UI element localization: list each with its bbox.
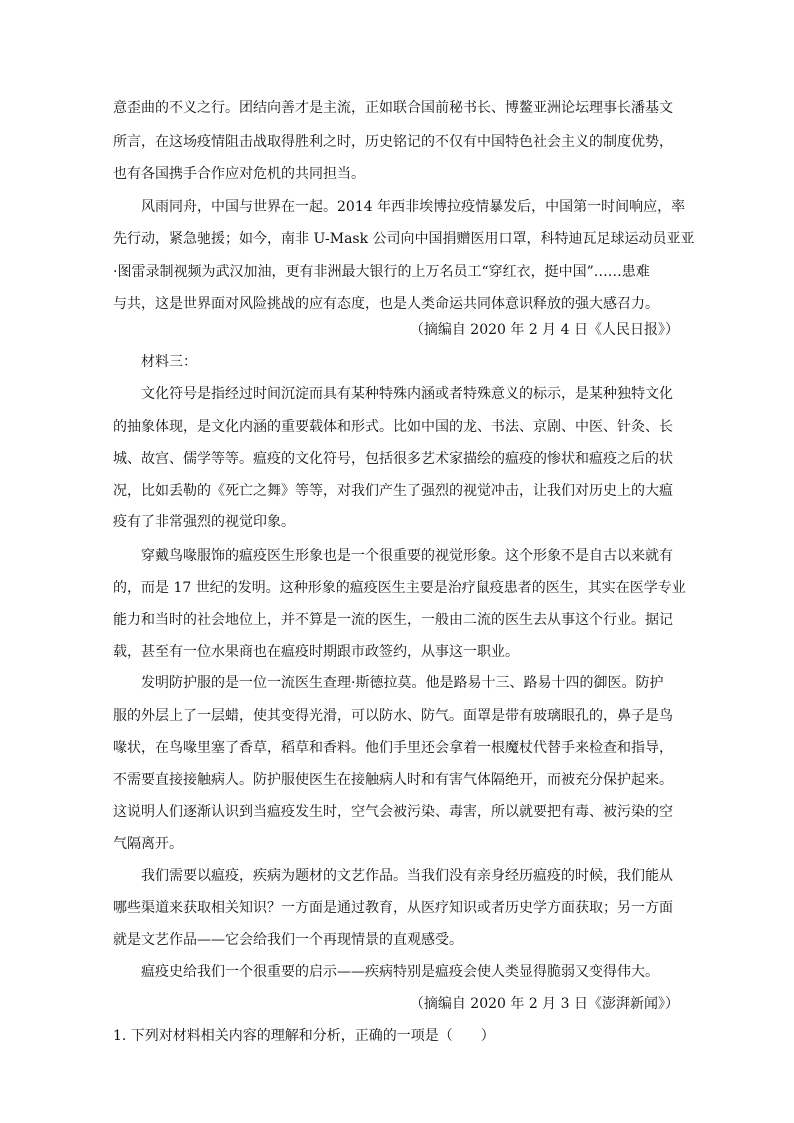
text-line: 意歪曲的不义之行。团结向善才是主流，正如联合国前秘书长、博鳌亚洲论坛理事长潘基文	[113, 100, 673, 116]
text-line: 疫有了非常强烈的视觉印象。	[113, 514, 295, 530]
text-line: 载，甚至有一位水果商也在瘟疫时期跟市政签约，从事这一职业。	[113, 644, 519, 660]
source-citation: （摘编自 2020 年 2 月 3 日《澎湃新闻》）	[409, 996, 679, 1012]
text-line: ·图雷录制视频为武汉加油，更有非洲最大银行的上万名员工“穿红衣，挺中国”……患难	[113, 264, 650, 280]
text-line: 发明防护服的是一位一流医生查理·斯德拉莫。他是路易十三、路易十四的御医。防护	[141, 675, 664, 691]
text-line: 不需要直接接触病人。防护服使医生在接触病人时和有害气体隔绝开，而被充分保护起来。	[113, 772, 673, 788]
text-line: 穿戴鸟喙服饰的瘟疫医生形象也是一个很重要的视觉形象。这个形象不是自古以来就有	[141, 548, 673, 564]
text-line: 这说明人们逐渐认识到当瘟疫发生时，空气会被污染、毒害，所以就要把有毒、被污染的空	[113, 804, 673, 820]
text-line: 瘟疫史给我们一个很重要的启示——疾病特别是瘟疫会使人类显得脆弱又变得伟大。	[141, 964, 659, 980]
text-line: 风雨同舟，中国与世界在一起。2014 年西非埃博拉疫情暴发后，中国第一时间响应，率	[141, 199, 686, 215]
text-line: 哪些渠道来获取相关知识？一方面是通过教育，从医疗知识或者历史学方面获取；另一方面	[113, 900, 673, 916]
text-line: 就是文艺作品——它会给我们一个再现情景的直观感受。	[113, 932, 463, 948]
text-line: 的，而是 17 世纪的发明。这种形象的瘟疫医生主要是治疗鼠疫患者的医生，其实在医学专业	[113, 580, 686, 596]
text-line: 也有各国携手合作应对危机的共同担当。	[113, 166, 365, 182]
text-line: 所言，在这场疫情阻击战取得胜利之时，历史铭记的不仅有中国特色社会主义的制度优势，	[113, 134, 673, 150]
question-item: 1. 下列对材料相关内容的理解和分析，正确的一项是（ ）	[113, 1028, 495, 1044]
text-line: 与共，这是世界面对风险挑战的应有态度，也是人类命运共同体意识释放的强大感召力。	[113, 296, 659, 312]
text-line: 气隔离开。	[113, 836, 183, 852]
text-line: 能力和当时的社会地位上，并不算是一流的医生，一般由二流的医生去从事这个行业。据记	[113, 612, 673, 628]
text-line: 城、故宫、儒学等等。瘟疫的文化符号，包括很多艺术家描绘的瘟疫的惨状和瘟疫之后的状	[113, 451, 673, 467]
source-citation: （摘编自 2020 年 2 月 4 日《人民日报》）	[409, 322, 679, 338]
text-line: 的抽象体现，是文化内涵的重要载体和形式。比如中国的龙、书法、京剧、中医、针灸、长	[113, 419, 673, 435]
text-line: 先行动，紧急驰援；如今，南非 U-Mask 公司向中国捐赠医用口罩，科特迪瓦足球运动员亚亚	[113, 231, 695, 247]
text-line: 服的外层上了一层蜡，使其变得光滑，可以防水、防气。面罩是带有玻璃眼孔的，鼻子是鸟	[113, 708, 673, 724]
text-line: 文化符号是指经过时间沉淀而具有某种特殊内涵或者特殊意义的标示，是某种独特文化	[141, 386, 673, 402]
section-heading: 材料三：	[141, 354, 197, 370]
text-line: 我们需要以瘟疫，疾病为题材的文艺作品。当我们没有亲身经历瘟疫的时候，我们能从	[141, 868, 673, 884]
text-line: 况，比如丢勒的《死亡之舞》等等，对我们产生了强烈的视觉冲击，让我们对历史上的大瘟	[113, 483, 673, 499]
text-line: 喙状，在鸟喙里塞了香草，稻草和香料。他们手里还会拿着一根魔杖代替手来检查和指导，	[113, 740, 673, 756]
